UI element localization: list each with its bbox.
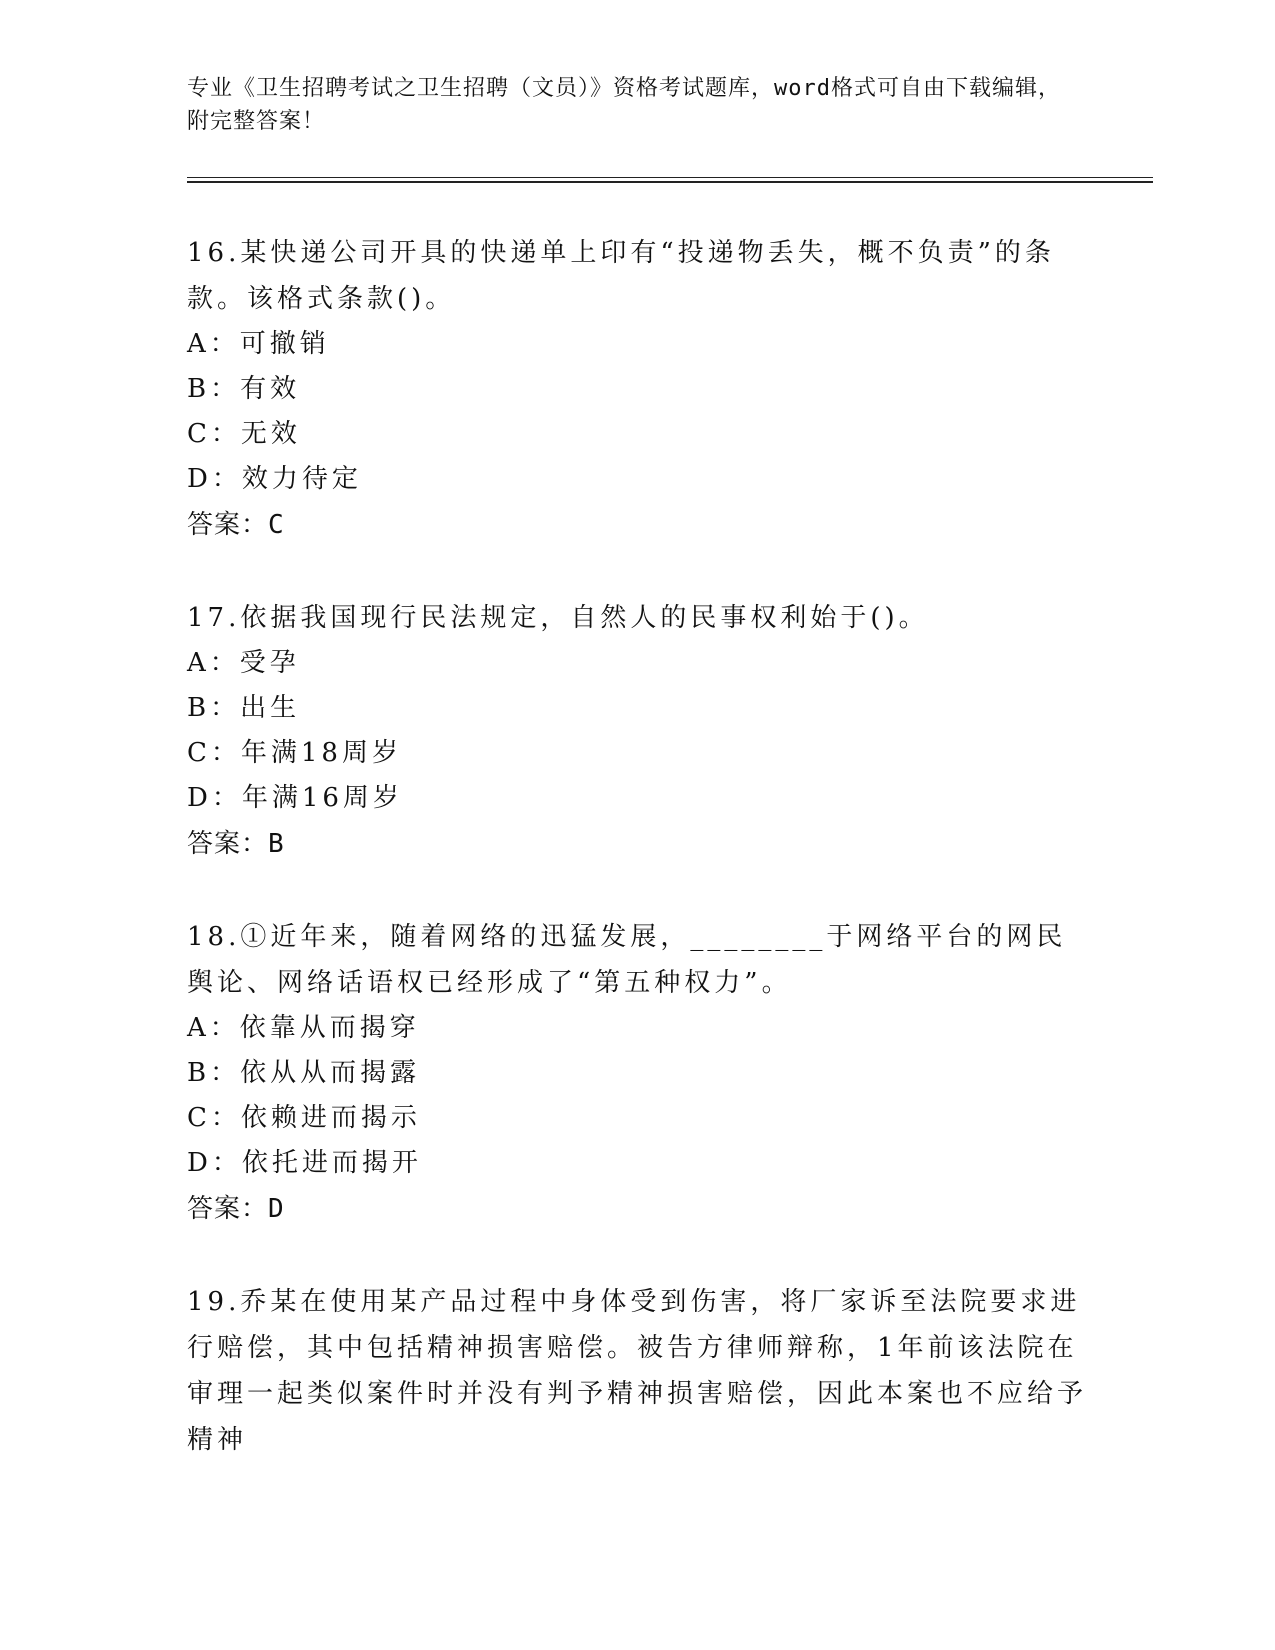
answer-line: 答案：D [187,1194,285,1224]
question-stem: 18.①近年来，随着网络的迅猛发展，________于网络平台的网民舆论、网络话语权已经形成了“第五种权力”。 [187,922,1067,998]
option-a: A：可撤销 [187,329,330,359]
question-stem: 17.依据我国现行民法规定，自然人的民事权利始于()。 [187,603,929,633]
header-divider [187,177,1153,178]
option-a: A：依靠从而揭穿 [187,1013,420,1043]
option-b: B：有效 [187,374,301,404]
question-19 [187,1279,1087,1463]
option-d: D：效力待定 [187,464,362,494]
option-a: A：受孕 [187,648,300,678]
option-c: C：年满18周岁 [187,738,402,768]
question-stem: 19.乔某在使用某产品过程中身体受到伤害，将厂家诉至法院要求进行赔偿，其中包括精神损害赔偿。被告方律师辩称，1年前该法院在审理一起类似案件时并没有判予精神损害赔偿，因此本案也不应给予精神 [187,1287,1088,1455]
question-16 [187,230,1087,548]
option-c: C：无效 [187,419,301,449]
question-18 [187,914,1087,1232]
question-17 [187,595,1087,867]
option-b: B：出生 [187,693,301,723]
answer-line: 答案：B [187,829,285,859]
document-header: 专业《卫生招聘考试之卫生招聘（文员）》资格考试题库，word格式可自由下载编辑，附完整答案！ [187,76,1061,134]
option-d: D：依托进而揭开 [187,1148,422,1178]
answer-line: 答案：C [187,510,285,540]
question-list [187,230,1087,1510]
option-c: C：依赖进而揭示 [187,1103,421,1133]
option-b: B：依从从而揭露 [187,1058,421,1088]
question-stem: 16.某快递公司开具的快递单上印有“投递物丢失，概不负责”的条款。该格式条款()。 [187,238,1055,314]
header-divider-thick [187,181,1153,183]
option-d: D：年满16周岁 [187,783,403,813]
